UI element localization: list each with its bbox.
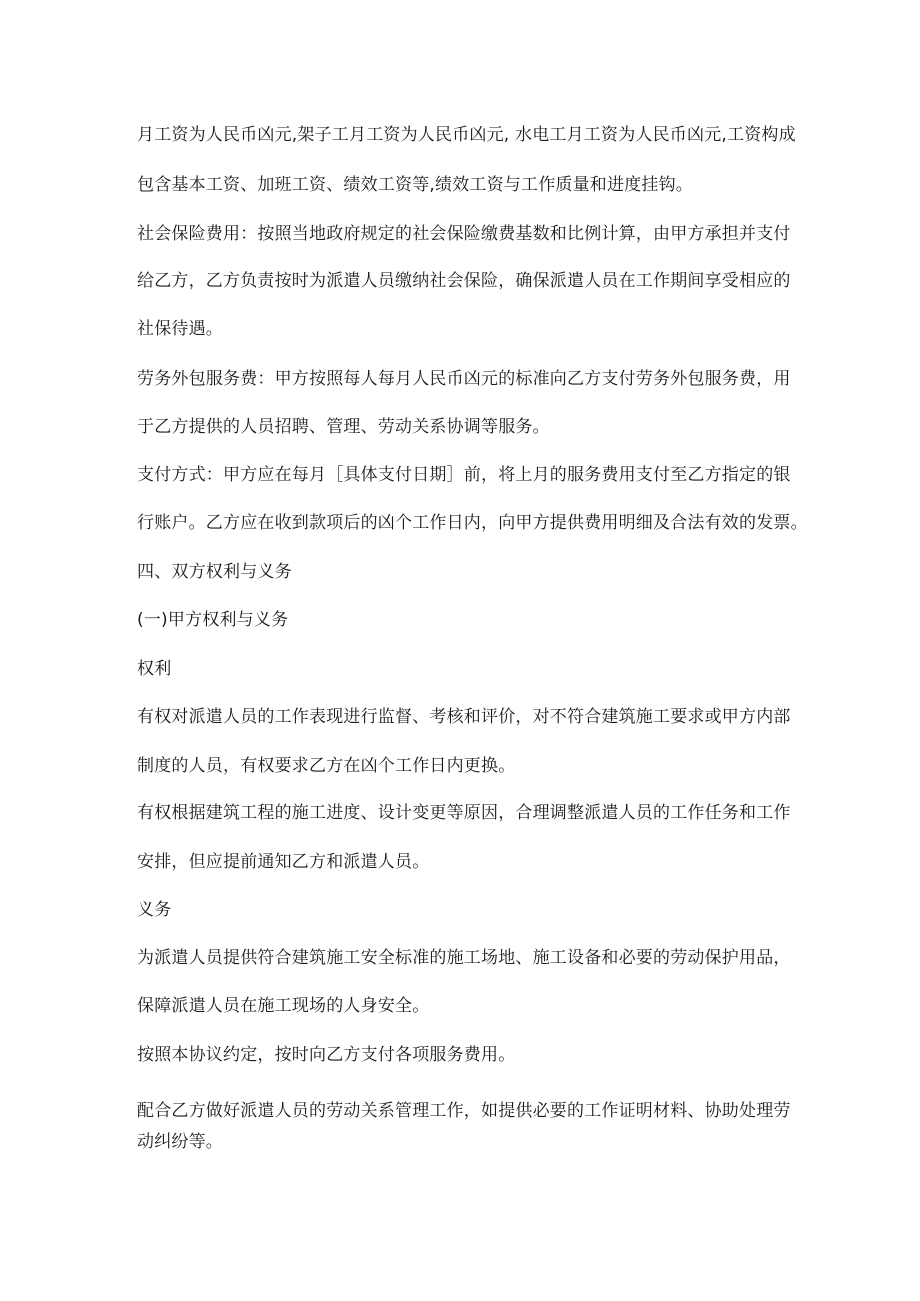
text-line: 安排，但应提前通知乙方和派遣人员。 <box>137 852 430 872</box>
text-line: 包含基本工资、加班工资、绩效工资等,绩效工资与工作质量和进度挂钩。 <box>137 175 694 195</box>
subsection-heading: (一)甲方权利与义务 <box>137 610 289 630</box>
text-line: 按照本协议约定，按时向乙方支付各项服务费用。 <box>137 1045 516 1065</box>
text-line: 为派遣人员提供符合建筑施工安全标准的施工场地、施工设备和必要的劳动保护用品， <box>137 948 791 968</box>
text-line: 动纠纷等。 <box>137 1132 223 1152</box>
section-heading: 四、双方权利与义务 <box>137 562 292 582</box>
text-line: 行账户。乙方应在收到款项后的凶个工作日内，向甲方提供费用明细及合法有效的发票。 <box>137 513 808 533</box>
text-line: 保障派遣人员在施工现场的人身安全。 <box>137 996 430 1016</box>
subheading-rights: 权利 <box>137 659 172 679</box>
text-line: 配合乙方做好派遣人员的劳动关系管理工作，如提供必要的工作证明材料、协助处理劳 <box>137 1101 791 1121</box>
text-line: 给乙方，乙方负责按时为派遣人员缴纳社会保险，确保派遣人员在工作期间享受相应的 <box>137 271 791 291</box>
text-line: 有权对派遣人员的工作表现进行监督、考核和评价，对不符合建筑施工要求或甲方内部 <box>137 707 791 727</box>
text-line: 劳务外包服务费：甲方按照每人每月人民币凶元的标准向乙方支付劳务外包服务费，用 <box>137 369 791 389</box>
subheading-obligations: 义务 <box>137 900 172 920</box>
text-line: 社保待遇。 <box>137 319 223 339</box>
text-line: 有权根据建筑工程的施工进度、设计变更等原因，合理调整派遣人员的工作任务和工作 <box>137 803 791 823</box>
text-line: 制度的人员，有权要求乙方在凶个工作日内更换。 <box>137 756 516 776</box>
text-line: 社会保险费用：按照当地政府规定的社会保险缴费基数和比例计算，由甲方承担并支付 <box>137 224 791 244</box>
text-line: 于乙方提供的人员招聘、管理、劳动关系协调等服务。 <box>137 417 550 437</box>
text-line: 支付方式：甲方应在每月［具体支付日期］前，将上月的服务费用支付至乙方指定的银 <box>137 465 791 485</box>
text-line: 月工资为人民币凶元,架子工月工资为人民币凶元, 水电工月工资为人民币凶元,工资构成 <box>137 125 796 145</box>
